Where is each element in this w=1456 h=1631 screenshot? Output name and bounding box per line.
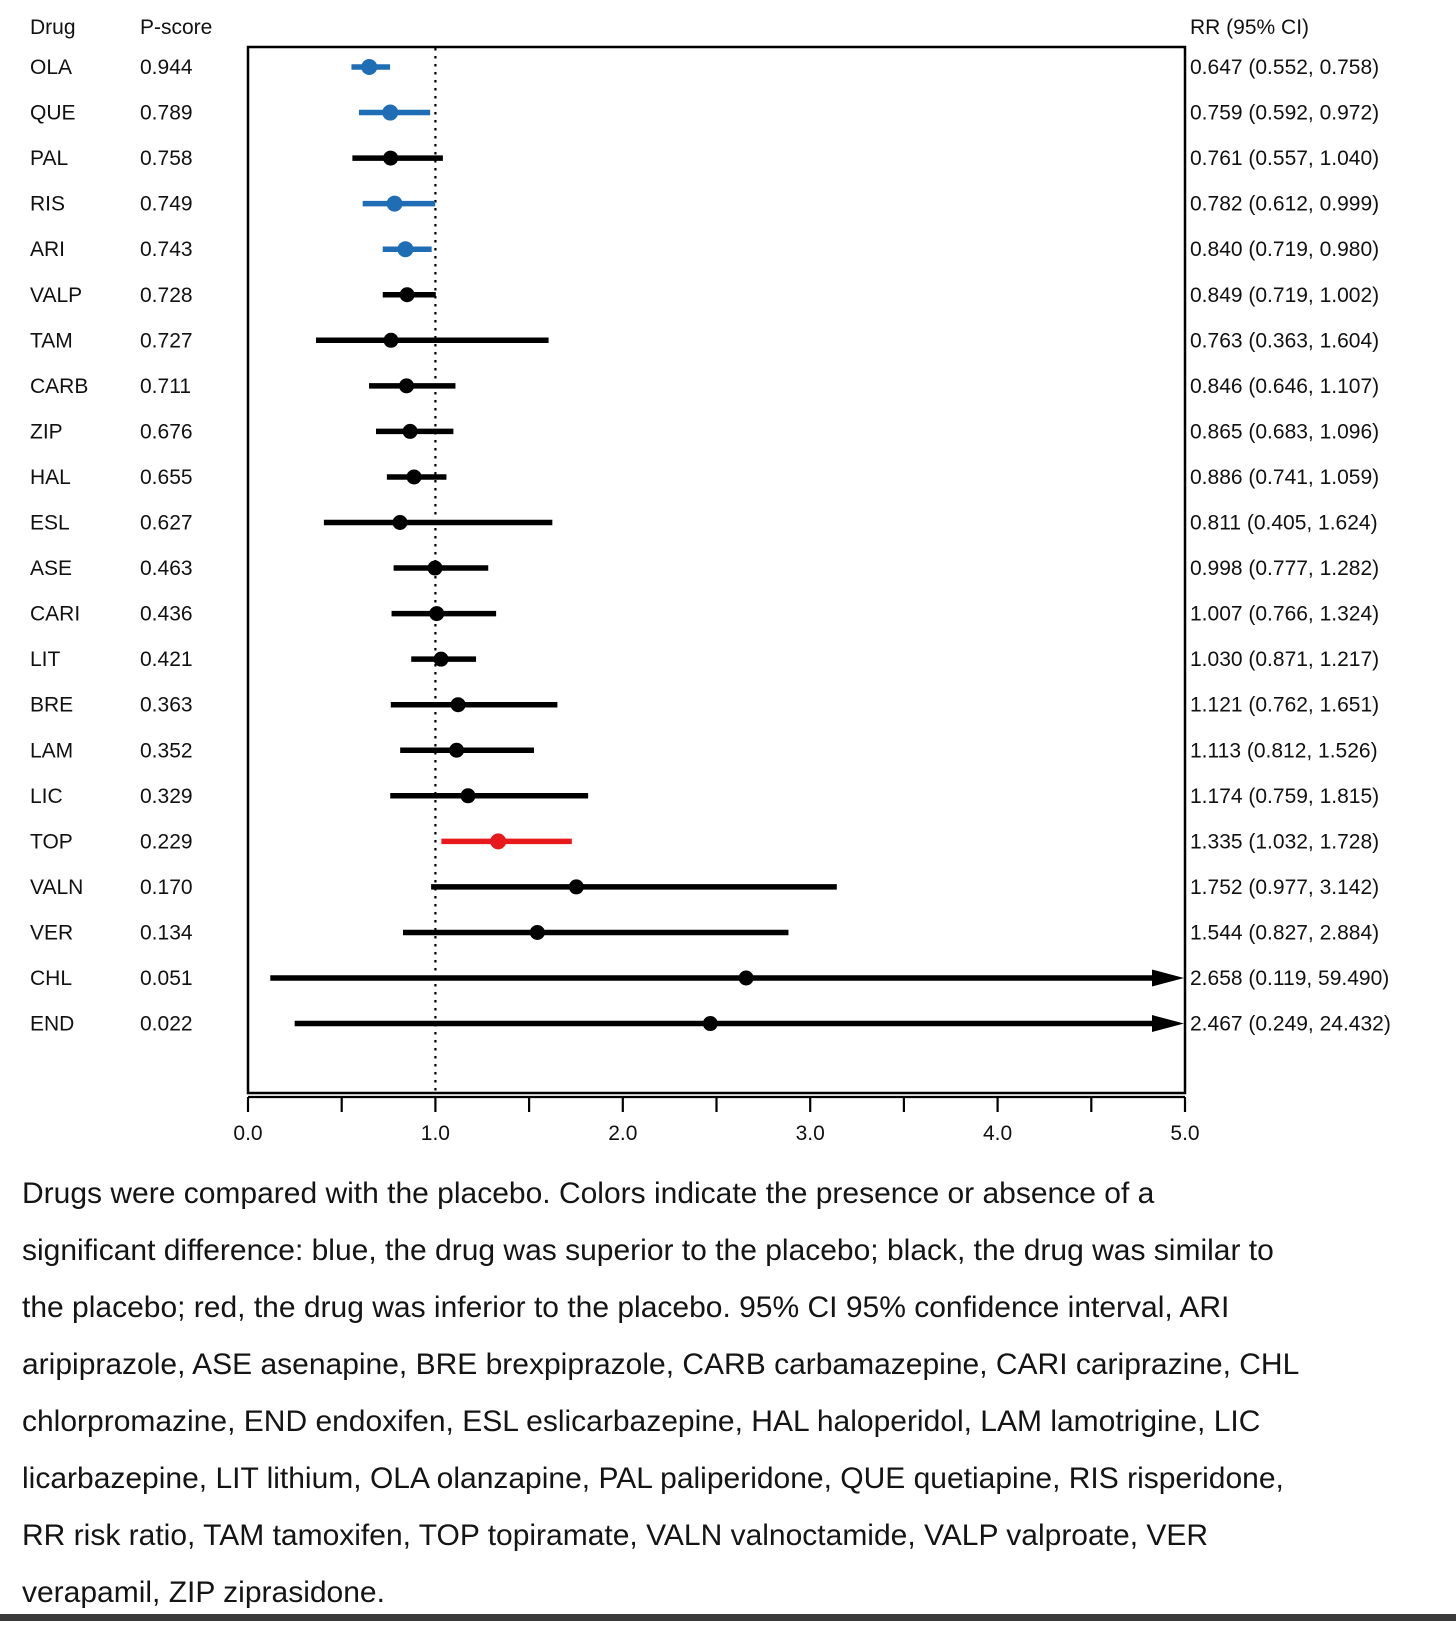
point-estimate-marker <box>451 697 466 712</box>
point-estimate-marker <box>392 515 407 530</box>
rr-ci-value: 1.752 (0.977, 3.142) <box>1190 875 1380 899</box>
p-score-value: 0.363 <box>140 693 193 717</box>
drug-label: ESL <box>30 511 70 535</box>
rr-ci-value: 0.759 (0.592, 0.972) <box>1190 101 1380 125</box>
point-estimate-marker <box>382 105 398 121</box>
rr-ci-value: 2.658 (0.119, 59.490) <box>1190 967 1390 990</box>
drug-label: RIS <box>30 192 66 216</box>
point-estimate-marker <box>530 925 545 940</box>
p-score-value: 0.944 <box>140 56 193 79</box>
rr-ci-value: 1.544 (0.827, 2.884) <box>1190 921 1380 945</box>
rr-ci-value: 0.846 (0.646, 1.107) <box>1190 374 1380 398</box>
drug-label: LAM <box>30 739 74 763</box>
drug-label: ZIP <box>30 420 63 444</box>
p-score-value: 0.749 <box>140 192 193 216</box>
point-estimate-marker <box>407 469 422 484</box>
caption-line: licarbazepine, LIT lithium, OLA olanzapine, PAL paliperidone, QUE quetiapine, RIS risperidone, <box>22 1462 1284 1495</box>
forest-row-TOP <box>30 830 1379 853</box>
column-header-rr-ci: RR (95% CI) <box>1190 16 1310 39</box>
forest-row-OLA <box>30 56 1379 79</box>
point-estimate-marker <box>383 151 398 166</box>
p-score-value: 0.655 <box>140 465 193 489</box>
forest-row-ASE <box>30 557 1379 580</box>
forest-row-VALN <box>30 876 1379 899</box>
column-header-drug: Drug <box>30 16 76 39</box>
forest-row-LIT <box>30 648 1379 671</box>
rr-ci-value: 0.761 (0.557, 1.040) <box>1190 147 1380 171</box>
point-estimate-marker <box>397 241 413 257</box>
rr-ci-value: 1.174 (0.759, 1.815) <box>1190 784 1380 808</box>
forest-row-HAL <box>30 466 1379 489</box>
p-score-value: 0.676 <box>140 420 193 444</box>
caption-line: significant difference: blue, the drug was superior to the placebo; black, the drug was similar to <box>22 1234 1274 1267</box>
point-estimate-marker <box>428 561 443 576</box>
rr-ci-value: 1.030 (0.871, 1.217) <box>1190 648 1380 672</box>
point-estimate-marker <box>703 1016 718 1031</box>
p-score-value: 0.170 <box>140 875 193 899</box>
drug-label: VALN <box>30 875 84 899</box>
rr-ci-value: 0.998 (0.777, 1.282) <box>1190 557 1380 581</box>
rr-ci-value: 0.647 (0.552, 0.758) <box>1190 56 1380 79</box>
p-score-value: 0.229 <box>140 830 193 854</box>
forest-row-ARI <box>30 238 1379 261</box>
drug-label: TAM <box>30 329 73 353</box>
figure-caption <box>22 1165 1416 1621</box>
p-score-value: 0.421 <box>140 648 193 672</box>
point-estimate-marker <box>434 652 449 667</box>
point-estimate-marker <box>361 59 377 75</box>
ci-truncation-arrow <box>1152 970 1184 987</box>
caption-line: Drugs were compared with the placebo. Colors indicate the presence or absence of a <box>22 1177 1155 1210</box>
rr-ci-value: 0.849 (0.719, 1.002) <box>1190 283 1380 307</box>
p-score-value: 0.051 <box>140 967 193 990</box>
caption-line: the placebo; red, the drug was inferior to the placebo. 95% CI 95% confidence interval, ARI <box>22 1291 1230 1324</box>
rr-ci-value: 1.335 (1.032, 1.728) <box>1190 830 1380 854</box>
rr-ci-value: 1.113 (0.812, 1.526) <box>1190 739 1378 763</box>
x-axis-tick-label: 1.0 <box>420 1122 451 1145</box>
drug-label: OLA <box>30 56 73 79</box>
x-axis-tick-label: 0.0 <box>233 1122 263 1145</box>
p-score-value: 0.463 <box>140 557 193 581</box>
x-axis-tick-label: 2.0 <box>608 1122 638 1145</box>
drug-label: END <box>30 1012 75 1036</box>
point-estimate-marker <box>403 424 418 439</box>
drug-label: PAL <box>30 147 69 171</box>
point-estimate-marker <box>490 833 506 849</box>
drug-label: TOP <box>30 830 73 854</box>
point-estimate-marker <box>429 606 444 621</box>
x-axis-tick-label: 5.0 <box>1170 1122 1200 1145</box>
drug-label: QUE <box>30 101 76 125</box>
forest-row-RIS <box>30 193 1379 216</box>
x-axis-tick-label: 3.0 <box>795 1122 825 1145</box>
p-score-value: 0.727 <box>140 329 193 353</box>
x-axis-tick-label: 4.0 <box>982 1122 1013 1145</box>
point-estimate-marker <box>399 378 414 393</box>
caption-line: aripiprazole, ASE asenapine, BRE brexpiprazole, CARB carbamazepine, CARI cariprazine, CHL <box>22 1348 1300 1381</box>
x-axis <box>233 1097 1199 1145</box>
forest-row-VER <box>30 921 1379 944</box>
forest-row-TAM <box>30 329 1379 352</box>
forest-row-CARB <box>30 375 1379 398</box>
ci-truncation-arrow <box>1152 1015 1184 1032</box>
p-score-value: 0.022 <box>140 1012 193 1036</box>
rr-ci-value: 0.763 (0.363, 1.604) <box>1190 329 1380 353</box>
p-score-value: 0.329 <box>140 784 193 808</box>
drug-label: CHL <box>30 967 73 990</box>
p-score-value: 0.627 <box>140 511 193 535</box>
forest-row-BRE <box>30 694 1379 717</box>
drug-label: LIC <box>30 784 63 808</box>
p-score-value: 0.436 <box>140 602 193 626</box>
rr-ci-value: 0.865 (0.683, 1.096) <box>1190 420 1380 444</box>
p-score-value: 0.789 <box>140 101 193 125</box>
point-estimate-marker <box>387 196 403 212</box>
column-header-pscore: P-score <box>140 16 213 39</box>
forest-row-VALP <box>30 284 1379 307</box>
p-score-value: 0.728 <box>140 283 193 307</box>
caption-line: chlorpromazine, END endoxifen, ESL eslicarbazepine, HAL haloperidol, LAM lamotrigine, LIC <box>22 1405 1261 1438</box>
drug-label: CARB <box>30 374 89 398</box>
bottom-crop-strip <box>0 1614 1456 1621</box>
drug-label: BRE <box>30 693 74 717</box>
forest-row-ESL <box>30 512 1378 535</box>
caption-line: RR risk ratio, TAM tamoxifen, TOP topiramate, VALN valnoctamide, VALP valproate, VER <box>22 1519 1209 1552</box>
drug-label: ARI <box>30 238 66 262</box>
rr-ci-value: 0.811 (0.405, 1.624) <box>1190 511 1378 535</box>
forest-row-END <box>30 1013 1391 1036</box>
p-score-value: 0.711 <box>140 374 191 398</box>
forest-row-LIC <box>30 785 1379 808</box>
drug-label: HAL <box>30 465 71 489</box>
point-estimate-marker <box>400 287 415 302</box>
drug-label: LIT <box>30 648 61 672</box>
drug-label: VER <box>30 921 74 945</box>
drug-label: VALP <box>30 283 83 307</box>
plot-rows <box>30 56 1391 1036</box>
forest-row-LAM <box>30 739 1378 762</box>
point-estimate-marker <box>739 971 754 986</box>
rr-ci-value: 2.467 (0.249, 24.432) <box>1190 1012 1391 1036</box>
point-estimate-marker <box>569 879 584 894</box>
forest-row-PAL <box>30 147 1379 170</box>
p-score-value: 0.743 <box>140 238 193 262</box>
drug-label: CARI <box>30 602 81 626</box>
drug-label: ASE <box>30 557 73 581</box>
forest-row-QUE <box>30 102 1379 125</box>
rr-ci-value: 1.121 (0.762, 1.651) <box>1190 693 1380 717</box>
rr-ci-value: 0.886 (0.741, 1.059) <box>1190 465 1380 489</box>
p-score-value: 0.352 <box>140 739 193 763</box>
point-estimate-marker <box>383 333 398 348</box>
rr-ci-value: 1.007 (0.766, 1.324) <box>1190 602 1380 626</box>
rr-ci-value: 0.782 (0.612, 0.999) <box>1190 192 1380 216</box>
p-score-value: 0.134 <box>140 921 193 945</box>
point-estimate-marker <box>449 743 464 758</box>
forest-row-ZIP <box>30 420 1379 443</box>
caption-line: verapamil, ZIP ziprasidone. <box>22 1576 385 1609</box>
point-estimate-marker <box>461 788 476 803</box>
rr-ci-value: 0.840 (0.719, 0.980) <box>1190 238 1380 262</box>
forest-row-CARI <box>30 603 1379 626</box>
p-score-value: 0.758 <box>140 147 193 171</box>
